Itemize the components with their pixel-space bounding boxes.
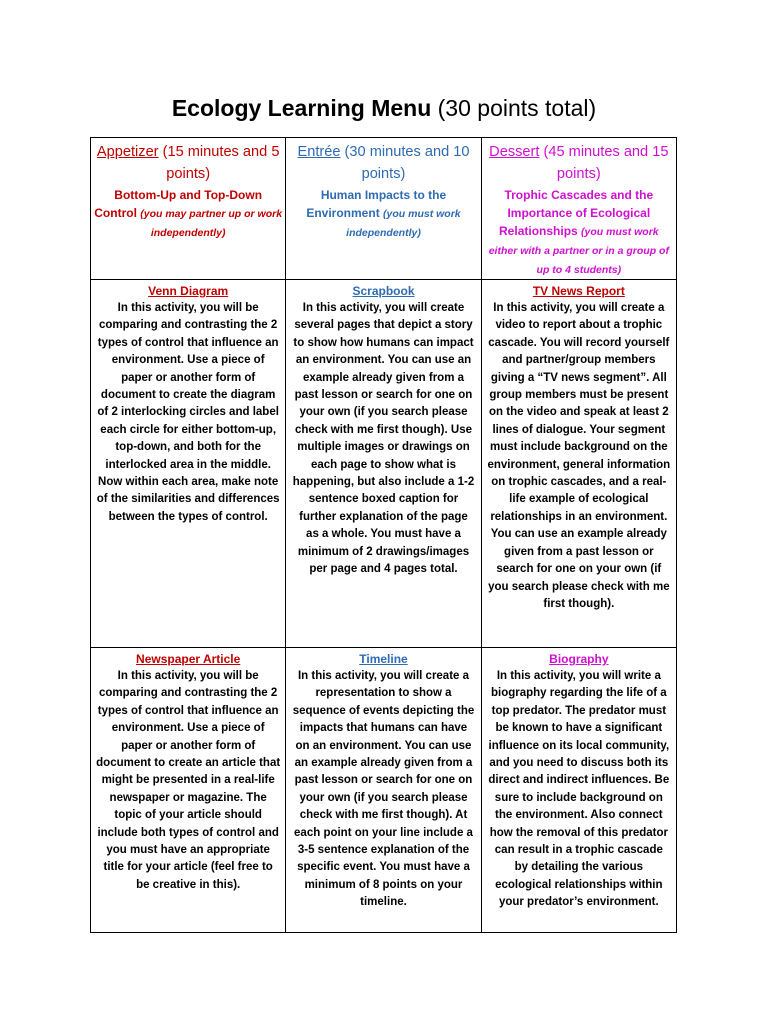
activity-description-biography: In this activity, you will write a biography regarding the life of a top predator. The predator must be known to have a significant influence on its local community, and you need to discuss both its direct and indirect influences. Be sure to include background on the environment. Also connect how the removal of this predator can result in a trophic cascade by detailing the various ecological relationships within your predator’s environment.: [488, 670, 670, 909]
appetizer-note: (you may partner up or work independently): [140, 208, 283, 239]
dessert-detail: (45 minutes and 15 points): [543, 144, 669, 182]
activity-description-newspaper-article: In this activity, you will be comparing and contrasting the 2 types of control that influence an environment. Use a piece of paper or another form of document to create an article that might be presented in a real-life newspaper or magazine. The topic of your article should include both types of control and you must have an appropriate title for your article (feel free to be creative in this).: [96, 670, 281, 891]
dessert-header-cell: [481, 138, 676, 280]
activity-description-venn-diagram: In this activity, you will be comparing and contrasting the 2 types of control that influence an environment. Use a piece of paper or another form of document to create the diagram of 2 interlocking circles and label each circle for either bottom-up, top-down, and both for the interlocked area in the middle. Now within each area, make note of the similarities and differences between the types of control.: [96, 302, 280, 523]
dessert-note: (you must work either with a partner or in a group of up to 4 students): [488, 226, 669, 276]
title-main: Ecology Learning Menu: [171, 95, 432, 121]
dessert-label: Dessert: [489, 144, 540, 160]
appetizer-detail: (15 minutes and 5 points): [162, 144, 280, 182]
entree-topic: Human Impacts to the Environment: [306, 188, 447, 220]
dessert-course: [484, 141, 674, 185]
entree-detail: (30 minutes and 10 points): [344, 144, 470, 182]
activity-description-scrapbook: In this activity, you will create several pages that depict a story to show how humans can impact an environment. You can use an example already given from a past lesson or search for one on your own (if you search please check with me first though). Use multiple images or drawings on each page to show what is happening, but also include a 1-2 sentence boxed caption for further explanation of the page as a whole. You must have a minimum of 2 drawings/images per page and 4 pages total.: [292, 302, 475, 576]
title-points: (30 points total): [437, 95, 597, 121]
activity-title-biography: Biography: [549, 652, 609, 666]
activity-title-scrapbook: Scrapbook: [352, 284, 415, 298]
activity-description-timeline: In this activity, you will create a representation to show a sequence of events depicting the impacts that humans can have on an environment. You can use an example already given from a past lesson or search for one on your own (if you search please check with me first though). At each point on your line include a 3-5 sentence explanation of the specific event. You must have a minimum of 8 points on your timeline.: [292, 670, 475, 909]
appetizer-header-cell: [91, 138, 286, 280]
activity-row-1: [91, 280, 677, 648]
activity-title-tv-news-report: TV News Report: [532, 284, 625, 298]
entree-header-cell: [286, 138, 481, 280]
entree-subtitle: [288, 186, 478, 242]
activity-cell-newspaper-article: [91, 648, 286, 933]
dessert-subtitle: [484, 186, 674, 279]
menu-header-row: [91, 138, 677, 280]
appetizer-course: [93, 141, 283, 185]
activity-title-timeline: Timeline: [359, 652, 408, 666]
activity-title-venn-diagram: Venn Diagram: [148, 284, 229, 298]
activity-cell-tv-news-report: [481, 280, 676, 648]
activity-description-tv-news-report: In this activity, you will create a video to report about a trophic cascade. You will record yourself and partner/group members giving a “TV news segment”. All group members must be present on the video and speak at least 2 lines of dialogue. Your segment must include background on the environment, general information on trophic cascades, and a real-life example of ecological relationships in an environment. You can use an example already given from a past lesson or search for one on your own (if you search please check with me first though).: [487, 302, 671, 610]
appetizer-subtitle: [93, 186, 283, 242]
activity-cell-biography: [481, 648, 676, 933]
entree-note: (you must work independently): [346, 208, 461, 239]
appetizer-topic: Bottom-Up and Top-Down Control: [94, 188, 263, 220]
activity-row-2: [91, 648, 677, 933]
activity-cell-venn-diagram: [91, 280, 286, 648]
page-title: [0, 93, 768, 123]
entree-course: [288, 141, 478, 185]
dessert-topic: Trophic Cascades and the Importance of Ecological Relationships: [499, 188, 654, 238]
appetizer-label: Appetizer: [96, 144, 159, 160]
activity-cell-scrapbook: [286, 280, 481, 648]
learning-menu-table: [90, 137, 677, 933]
entree-label: Entrée: [297, 144, 341, 160]
activity-cell-timeline: [286, 648, 481, 933]
activity-title-newspaper-article: Newspaper Article: [136, 652, 241, 666]
